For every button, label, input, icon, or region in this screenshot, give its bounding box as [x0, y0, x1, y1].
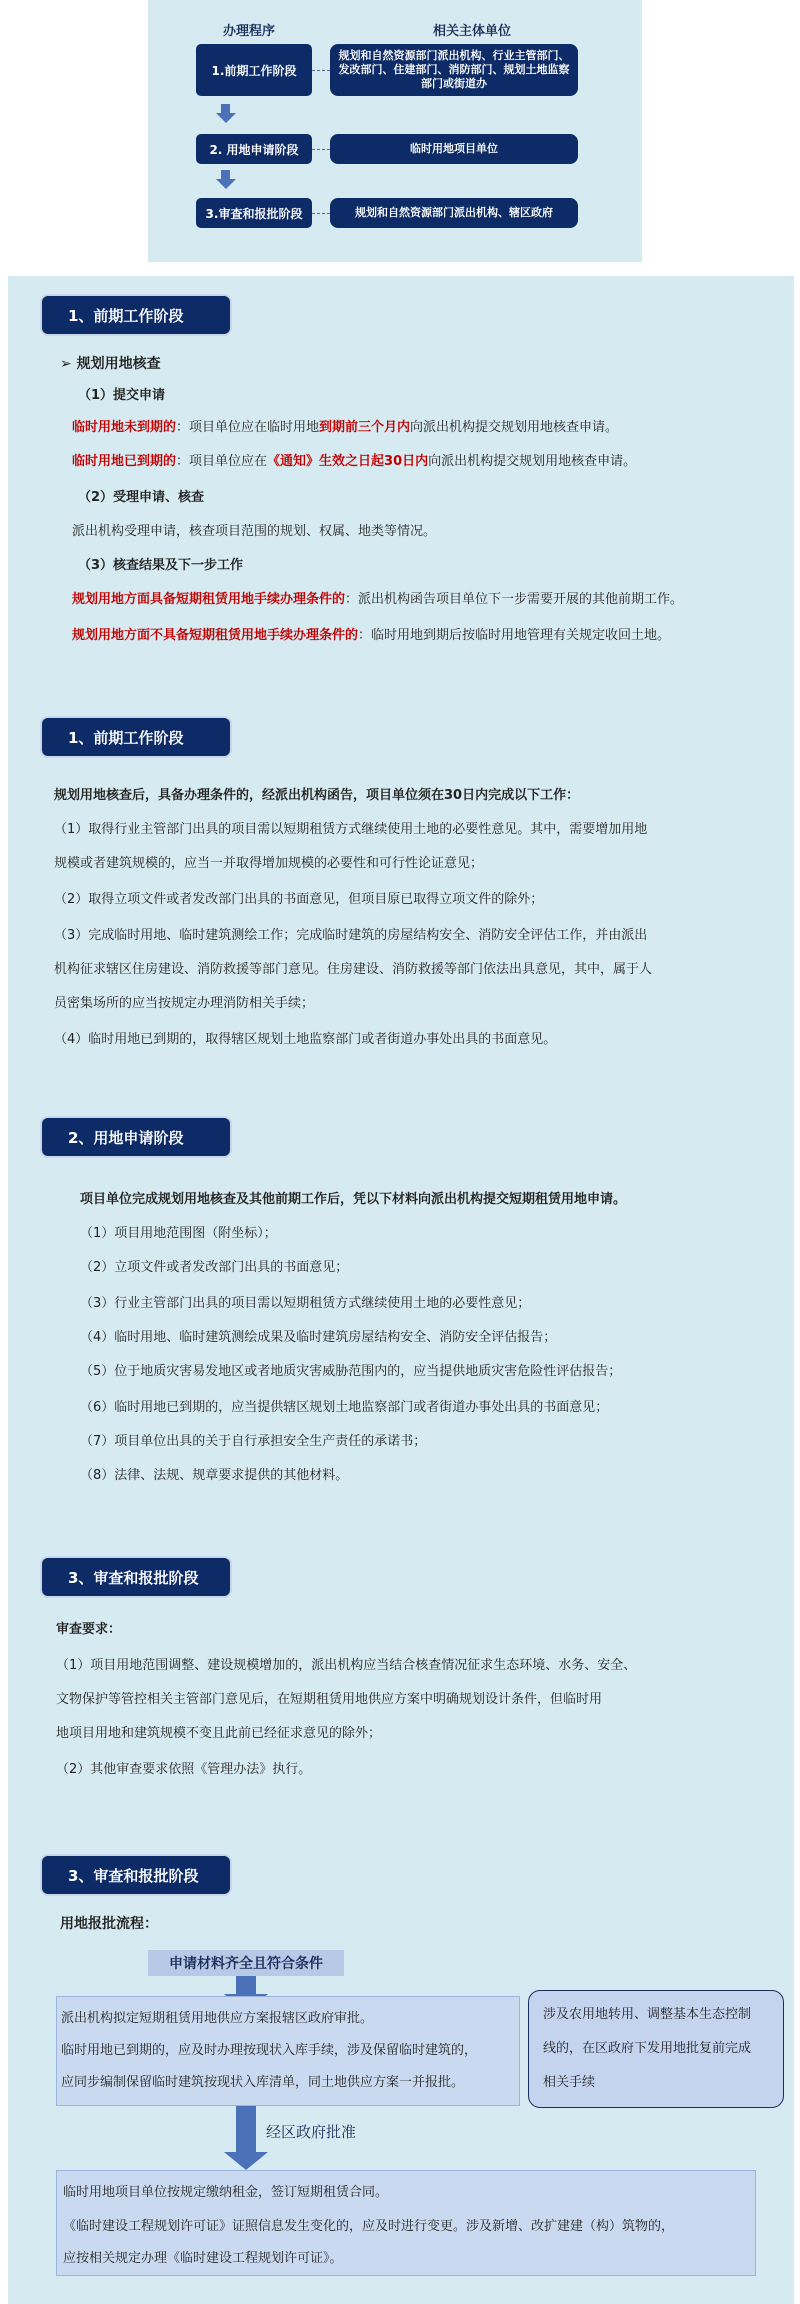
down-arrow-icon: [216, 104, 236, 124]
sec2-line: （1）取得行业主管部门出具的项目需以短期租赁方式继续使用土地的必要性意见。其中，需要增加用地: [54, 822, 648, 837]
section-2-title: 1、前期工作阶段: [42, 718, 230, 756]
bullet-arrow-icon: ➢: [60, 356, 72, 372]
sec3-line: （8）法律、法规、规章要求提供的其他材料。: [80, 1468, 349, 1483]
sec5-lead: 用地报批流程：: [60, 1916, 158, 1932]
final-step-box: [56, 2170, 756, 2276]
sec1-p3: 派出机构受理申请，核查项目范围的规划、权属、地类等情况。: [72, 524, 437, 539]
sec2-line: （2）取得立项文件或者发改部门出具的书面意见，但项目原已取得立项文件的除外；: [54, 892, 544, 907]
bullet-planning-check: [60, 354, 161, 374]
sec2-line: 员密集场所的应当按规定办理消防相关手续；: [54, 996, 315, 1011]
approve-label: 经区政府批准: [266, 2123, 357, 2141]
final-line: 《临时建设工程规划许可证》证照信息发生变化的，应及时进行变更。涉及新增、改扩建建（构）筑物的，: [63, 2219, 675, 2234]
sec4-line: 地项目用地和建筑规模不变且此前已经征求意见的除外；: [56, 1726, 382, 1741]
sec3-line: （5）位于地质灾害易发地区或者地质灾害威胁范围内的，应当提供地质灾害危险性评估报告；: [80, 1364, 622, 1379]
sec2-line: 机构征求辖区住房建设、消防救援等部门意见。住房建设、消防救援等部门依法出具意见，其中，属于人: [54, 962, 653, 977]
sec1-h1: （1）提交申请: [78, 388, 166, 403]
sec2-line: （3）完成临时用地、临时建筑测绘工作；完成临时建筑的房屋结构安全、消防安全评估工作，并由派出: [54, 928, 648, 943]
section-5-title: 3、审查和报批阶段: [42, 1856, 230, 1894]
sec1-p4: 规划用地方面具备短期租赁用地手续办理条件的：派出机构函告项目单位下一步需要开展的其他前期工作。: [72, 592, 684, 607]
sec2-line: 规模或者建筑规模的，应当一并取得增加规模的必要性和可行性论证意见；: [54, 856, 484, 871]
bullet-label: 规划用地核查: [76, 356, 161, 372]
side-note-box: [528, 1990, 784, 2108]
condition-label: 申请材料齐全且符合条件: [148, 1950, 344, 1976]
sec4-lead: 审查要求：: [56, 1622, 122, 1637]
stage-1-connector: [312, 70, 330, 71]
sec2-line: （4）临时用地已到期的，取得辖区规划土地监察部门或者街道办事处出具的书面意见。: [54, 1032, 557, 1047]
final-line: 应按相关规定办理《临时建设工程规划许可证》。: [63, 2251, 343, 2266]
final-line: 临时用地项目单位按规定缴纳租金，签订短期租赁合同。: [63, 2185, 389, 2200]
section-3-title: 2、用地申请阶段: [42, 1118, 230, 1156]
flow-head-units: 相关主体单位: [433, 24, 512, 39]
sec3-line: （4）临时用地、临时建筑测绘成果及临时建筑房屋结构安全、消防安全评估报告；: [80, 1330, 557, 1345]
sec4-line: 文物保护等管控相关主管部门意见后，在短期租赁用地供应方案中明确规划设计条件，但临时用: [56, 1692, 603, 1707]
stage-2-connector: [312, 149, 330, 150]
approval-line: 派出机构拟定短期租赁用地供应方案报辖区政府审批。: [61, 2011, 374, 2026]
sec2-lead: 规划用地核查后，具备办理条件的，经派出机构函告，项目单位须在30日内完成以下工作：: [54, 788, 580, 803]
approval-line: 临时用地已到期的，应及时办理按现状入库手续，涉及保留临时建筑的，: [61, 2043, 478, 2058]
stage-2-unit: 临时用地项目单位: [330, 134, 578, 164]
stage-3: 3.审查和报批阶段: [196, 198, 312, 228]
down-arrow-icon: [216, 170, 236, 190]
approval-step-box: [56, 1996, 520, 2106]
flow-head-procedure: 办理程序: [223, 24, 276, 39]
sec3-line: （3）行业主管部门出具的项目需以短期租赁方式继续使用土地的必要性意见；: [80, 1296, 531, 1311]
sec3-line: （7）项目单位出具的关于自行承担安全生产责任的承诺书；: [80, 1434, 427, 1449]
sec4-line: （1）项目用地范围调整、建设规模增加的，派出机构应当结合核查情况征求生态环境、水务、安全、: [56, 1658, 637, 1673]
sec1-p1: 临时用地未到期的：项目单位应在临时用地到期前三个月内向派出机构提交规划用地核查申请。: [72, 420, 619, 435]
arrow-down-icon: [224, 2106, 268, 2170]
approval-line: 应同步编制保留临时建筑按现状入库清单，同土地供应方案一并报批。: [61, 2075, 465, 2090]
sec1-p5: 规划用地方面不具备短期租赁用地手续办理条件的：临时用地到期后按临时用地管理有关规定收回土地。: [72, 628, 671, 643]
process-flowchart: [148, 0, 642, 262]
sec1-h3: （3）核查结果及下一步工作: [78, 558, 244, 573]
stage-1-unit: 规划和自然资源部门派出机构、行业主管部门、发改部门、住建部门、消防部门、规划土地监察部门或街道办: [330, 44, 578, 96]
sec1-p2: 临时用地已到期的：项目单位应在《通知》生效之日起30日内向派出机构提交规划用地核查申请。: [72, 454, 637, 469]
side-note-line: 线的，在区政府下发用地批复前完成: [543, 2041, 752, 2056]
sec3-line: （6）临时用地已到期的，应当提供辖区规划土地监察部门或者街道办事处出具的书面意见；: [80, 1400, 609, 1415]
section-1-title: 1、前期工作阶段: [42, 296, 230, 334]
sec4-line: （2）其他审查要求依照《管理办法》执行。: [56, 1762, 312, 1777]
side-note-line: 相关手续: [543, 2075, 596, 2090]
sec3-line: （2）立项文件或者发改部门出具的书面意见；: [80, 1260, 349, 1275]
sec3-line: （1）项目用地范围图（附坐标）；: [80, 1226, 277, 1241]
stage-2: 2. 用地申请阶段: [196, 134, 312, 164]
side-note-line: 涉及农用地转用、调整基本生态控制: [543, 2007, 752, 2022]
sec1-h2: （2）受理申请、核查: [78, 490, 205, 505]
stage-3-unit: 规划和自然资源部门派出机构、辖区政府: [330, 198, 578, 228]
section-4-title: 3、审查和报批阶段: [42, 1558, 230, 1596]
sec3-lead: 项目单位完成规划用地核查及其他前期工作后，凭以下材料向派出机构提交短期租赁用地申请。: [80, 1192, 627, 1207]
stage-3-connector: [312, 213, 330, 214]
stage-1: 1.前期工作阶段: [196, 44, 312, 96]
